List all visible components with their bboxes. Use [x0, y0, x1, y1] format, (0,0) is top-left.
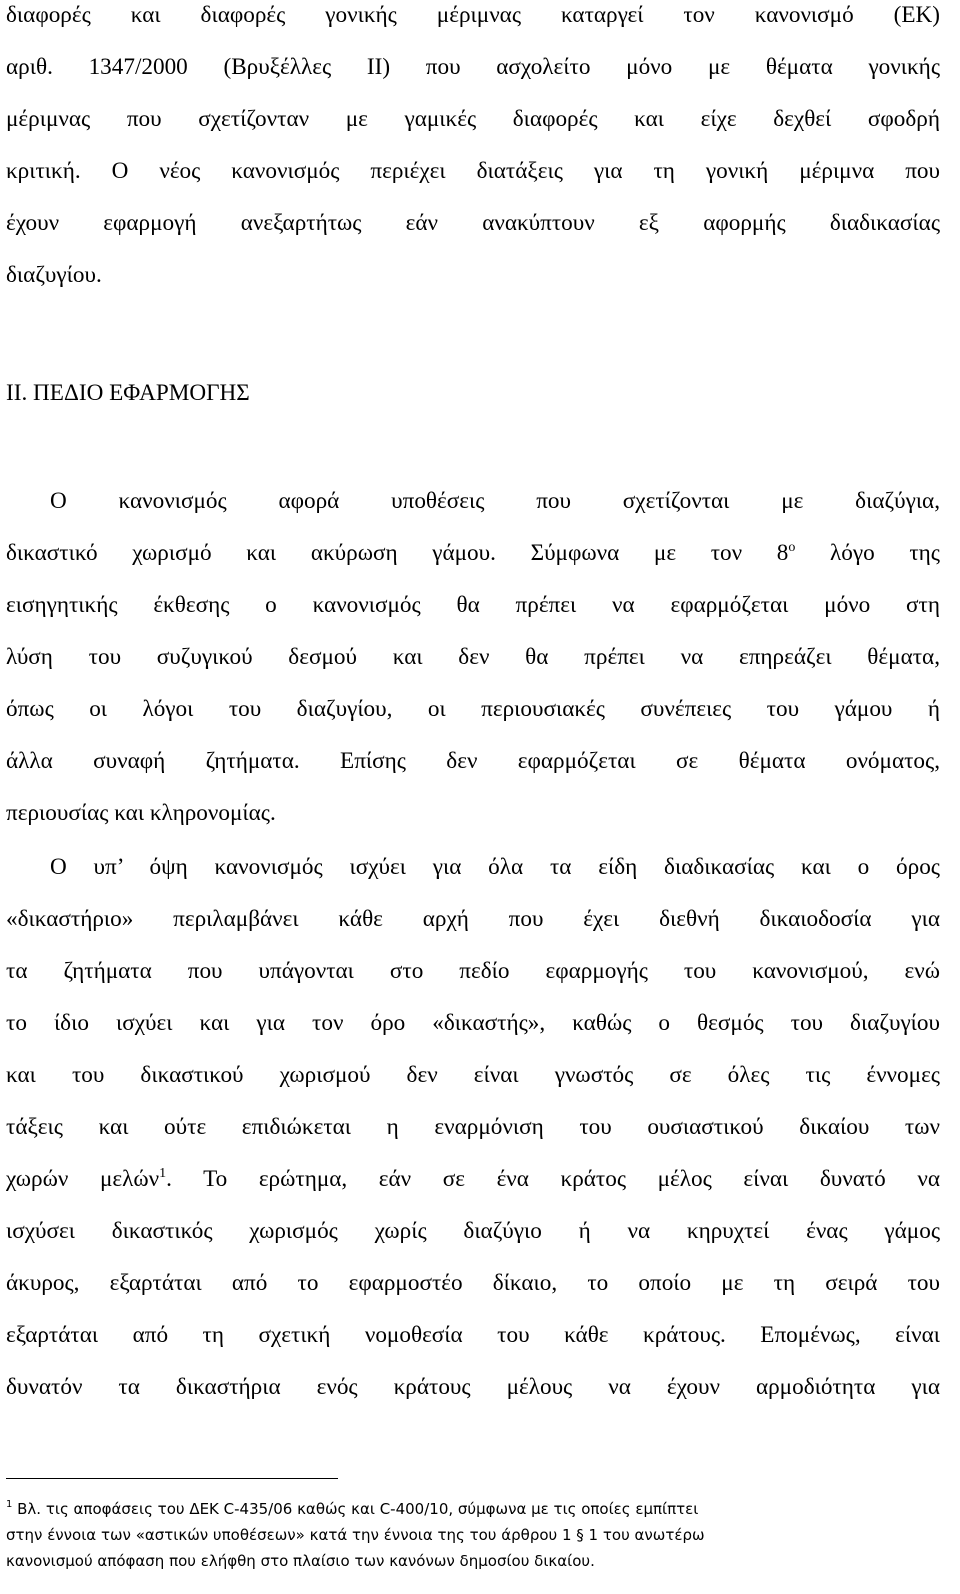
footnote-separator — [6, 1478, 338, 1479]
body-line: κριτική. Ο νέος κανονισμός περιέχει διατάξεις για τη γονική μέριμνα που — [6, 158, 940, 184]
body-line: τα ζητήματα που υπάγονται στο πεδίο εφαρμογής του κανονισμού, ενώ — [6, 958, 940, 984]
body-line: Ο υπ’ όψη κανονισμός ισχύει για όλα τα είδη διαδικασίας και ο όρος — [50, 854, 940, 880]
footnote-line — [6, 1496, 946, 1522]
body-line: διαζυγίου. — [6, 262, 102, 288]
body-line: μέριμνας που σχετίζονταν με γαμικές διαφορές και είχε δεχθεί σφοδρή — [6, 106, 940, 132]
body-line — [6, 1162, 940, 1196]
body-line: τάξεις και ούτε επιδιώκεται η εναρμόνιση του ουσιαστικού δικαίου των — [6, 1114, 940, 1140]
footnote-number: 1 — [6, 1499, 13, 1510]
ordinal-superscript: ο — [788, 540, 796, 555]
body-line: άλλα συναφή ζητήματα. Επίσης δεν εφαρμόζεται σε θέματα ονόματος, — [6, 748, 940, 774]
footnote-line: κανονισμού απόφαση που ελήφθη στο πλαίσιο των κανόνων δημοσίου δικαίου. — [6, 1552, 595, 1570]
body-line: το ίδιο ισχύει και για τον όρο «δικαστής», καθώς ο θεσμός του διαζυγίου — [6, 1010, 940, 1036]
body-line: περιουσίας και κληρονομίας. — [6, 800, 276, 826]
body-line: ισχύσει δικαστικός χωρισμός χωρίς διαζύγιο ή να κηρυχτεί ένας γάμος — [6, 1218, 940, 1244]
body-line — [6, 536, 940, 570]
body-line: δυνατόν τα δικαστήρια ενός κράτους μέλους να έχουν αρμοδιότητα για — [6, 1374, 940, 1400]
body-line: αριθ. 1347/2000 (Βρυξέλλες ΙΙ) που ασχολείτο μόνο με θέματα γονικής — [6, 54, 940, 80]
line-text: χωρών μελών — [6, 1166, 160, 1192]
body-line: Ο κανονισμός αφορά υποθέσεις που σχετίζονται με διαζύγια, — [50, 488, 940, 514]
section-heading: ΙΙ. ΠΕΔΙΟ ΕΦΑΡΜΟΓΗΣ — [6, 380, 250, 406]
footnote-text: Βλ. τις αποφάσεις του ΔΕΚ C-435/06 καθώς και C-400/10, σύμφωνα με τις οποίες εμπίπτει — [12, 1500, 699, 1518]
line-text: λόγο της — [795, 540, 940, 566]
footnote-line: στην έννοια των «αστικών υποθέσεων» κατά την έννοια της του άρθρου 1 § 1 του ανωτέρω — [6, 1526, 705, 1544]
body-line: λύση του συζυγικού δεσμού και δεν θα πρέπει να επηρεάζει θέματα, — [6, 644, 940, 670]
body-line: άκυρος, εξαρτάται από το εφαρμοστέο δίκαιο, το οποίο με τη σειρά του — [6, 1270, 940, 1296]
body-line: «δικαστήριο» περιλαμβάνει κάθε αρχή που έχει διεθνή δικαιοδοσία για — [6, 906, 940, 932]
body-line: εξαρτάται από τη σχετική νομοθεσία του κάθε κράτους. Επομένως, είναι — [6, 1322, 940, 1348]
line-text: δικαστικό χωρισμό και ακύρωση γάμου. Σύμφωνα με τον 8 — [6, 540, 789, 566]
body-line: εισηγητικής έκθεσης ο κανονισμός θα πρέπει να εφαρμόζεται μόνο στη — [6, 592, 940, 618]
body-line: διαφορές και διαφορές γονικής μέριμνας καταργεί τον κανονισμό (ΕΚ) — [6, 2, 940, 28]
body-line: και του δικαστικού χωρισμού δεν είναι γνωστός σε όλες τις έννομες — [6, 1062, 940, 1088]
footnote-reference[interactable]: 1 — [159, 1166, 167, 1181]
body-line: όπως οι λόγοι του διαζυγίου, οι περιουσιακές συνέπειες του γάμου ή — [6, 696, 940, 722]
line-text: . Το ερώτημα, εάν σε ένα κράτος μέλος είναι δυνατό να — [166, 1166, 940, 1192]
body-line: έχουν εφαρμογή ανεξαρτήτως εάν ανακύπτουν εξ αφορμής διαδικασίας — [6, 210, 940, 236]
